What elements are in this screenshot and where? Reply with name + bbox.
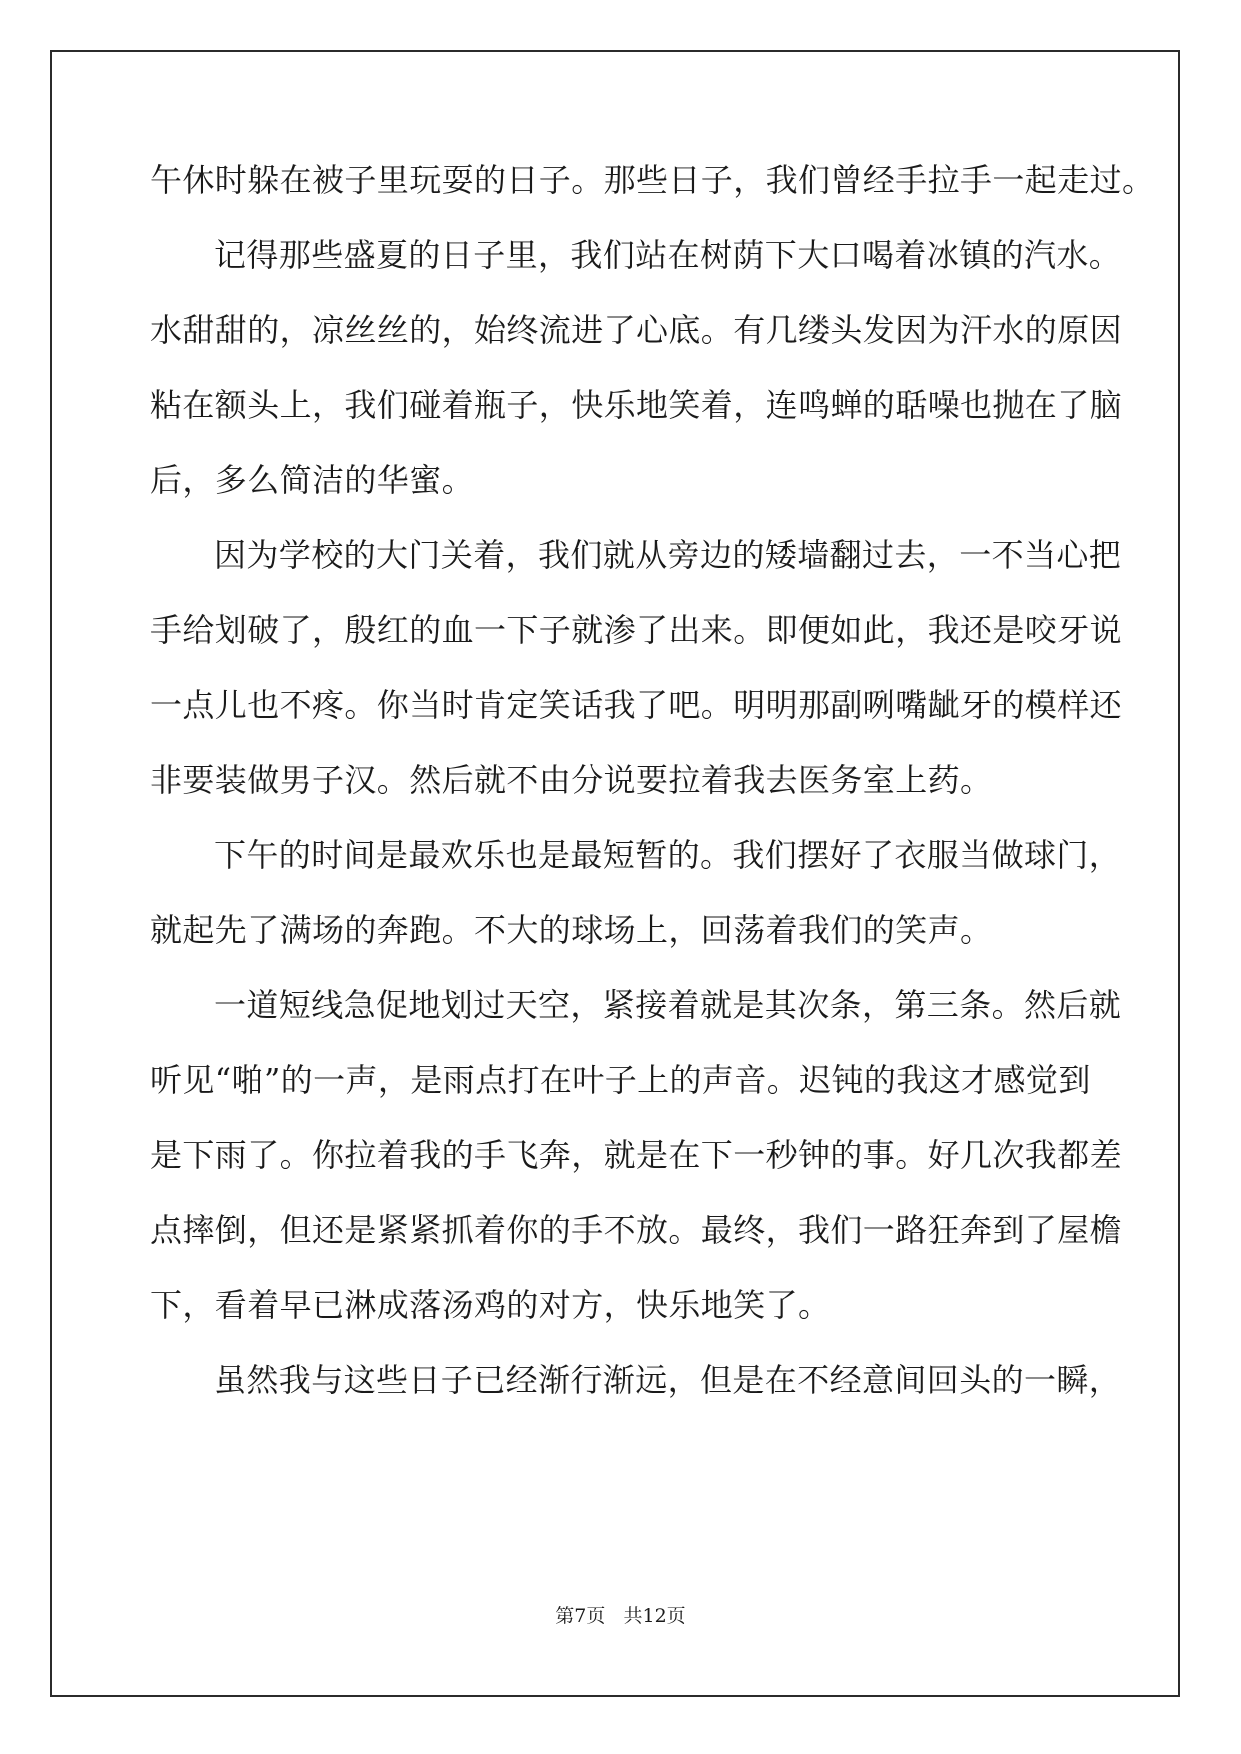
- text-line: 后，多么简洁的华蜜。: [150, 461, 475, 499]
- page-number-footer: 第7页 共12页: [555, 1605, 686, 1627]
- text-line: 点摔倒，但还是紧紧抓着你的手不放。最终，我们一路狂奔到了屋檐: [150, 1211, 1123, 1249]
- paragraph-first-line: 一道短线急促地划过天空，紧接着就是其次条，第三条。然后就: [214, 986, 1122, 1024]
- text-line: 手给划破了，殷红的血一下子就渗了出来。即便如此，我还是咬牙说: [150, 611, 1123, 649]
- paragraph-first-line: 虽然我与这些日子已经渐行渐远，但是在不经意间回头的一瞬，: [214, 1361, 1122, 1399]
- text-line: 非要装做男子汉。然后就不由分说要拉着我去医务室上药。: [150, 761, 993, 799]
- paragraph-first-line: 下午的时间是最欢乐也是最短暂的。我们摆好了衣服当做球门，: [214, 836, 1122, 874]
- text-line: 就起先了满场的奔跑。不大的球场上，回荡着我们的笑声。: [150, 911, 993, 949]
- paragraph-first-line: 记得那些盛夏的日子里，我们站在树荫下大口喝着冰镇的汽水。: [214, 236, 1122, 274]
- text-line: 一点儿也不疼。你当时肯定笑话我了吧。明明那副咧嘴龇牙的模样还: [150, 686, 1123, 724]
- text-line: 粘在额头上，我们碰着瓶子，快乐地笑着，连鸣蝉的聒噪也抛在了脑: [150, 386, 1123, 424]
- text-line: 午休时躲在被子里玩耍的日子。那些日子，我们曾经手拉手一起走过。: [150, 161, 1155, 199]
- text-line: 水甜甜的，凉丝丝的，始终流进了心底。有几缕头发因为汗水的原因: [150, 311, 1123, 349]
- text-line: 下，看着早已淋成落汤鸡的对方，快乐地笑了。: [150, 1286, 831, 1324]
- text-line: 听见“啪”的一声，是雨点打在叶子上的声音。迟钝的我这才感觉到: [150, 1061, 1091, 1099]
- text-line: 是下雨了。你拉着我的手飞奔，就是在下一秒钟的事。好几次我都差: [150, 1136, 1123, 1174]
- paragraph-first-line: 因为学校的大门关着，我们就从旁边的矮墙翻过去，一不当心把: [214, 536, 1122, 574]
